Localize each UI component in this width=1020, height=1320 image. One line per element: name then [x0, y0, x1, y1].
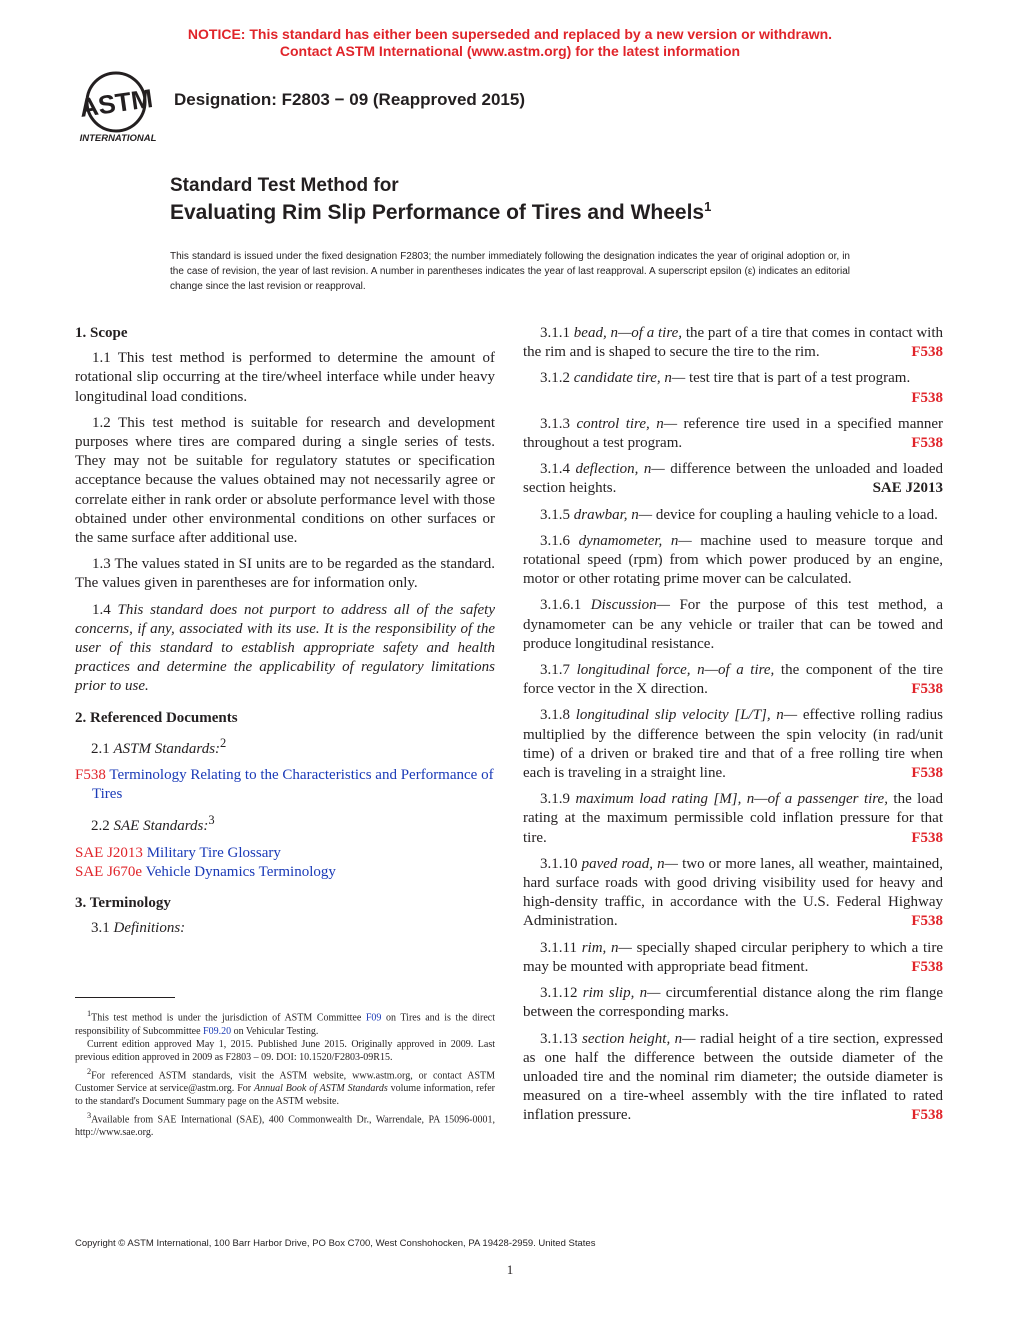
- footnote-rule: [75, 997, 175, 998]
- scope-para-1: 1.1 This test method is performed to determine the amount of rotational slip occurring at the tire/wheel interface while under heavy longitudinal load conditions.: [75, 350, 495, 405]
- definition-3-1-4: 3.1.4 deflection, n— difference between the unloaded and loaded section heights. SAE J2013: [523, 460, 943, 498]
- scope-para-2: 1.2 This test method is suitable for research and development purposes where tires are compared during a single series of tests. They may not be suitable for regulatory statutes or specification acceptance because the values obtained may not necessarily agree or correlate either in rank order or absolute performance level with those obtained under other environmental conditions on other surfaces or the same surface after additional use.: [75, 414, 495, 547]
- definition-term: deflection, n—: [575, 461, 665, 478]
- scope-para-3: 1.3 The values stated in SI units are to be regarded as the standard. The values given in parentheses are for information only.: [75, 556, 495, 592]
- definition-3-1-9: 3.1.9 maximum load rating [M], n—of a passenger tire, the load rating at the maximum permissible cold inflation pressure for that tire. F538: [523, 790, 943, 848]
- definitions-label: 3.1 Definitions:: [91, 920, 186, 937]
- committee-link[interactable]: F09: [365, 1012, 382, 1024]
- footnote-1-edition: Current edition approved May 1, 2015. Published June 2015. Originally approved in 2009. Last previous edition approved in 2009 as F2803 – 09. DOI: 10.1520/F2803-09R15.: [75, 1038, 495, 1064]
- definition-source: F538: [911, 435, 943, 452]
- definition-source: SAE J2013: [872, 480, 943, 497]
- ref-sae-j670e[interactable]: [75, 863, 495, 882]
- definition-term: dynamometer, n—: [578, 532, 692, 549]
- definition-term: Discussion—: [590, 597, 670, 614]
- definition-term: drawbar, n—: [573, 506, 653, 523]
- definition-3-1-8: 3.1.8 longitudinal slip velocity [L/T], n— effective rolling radius multiplied by the difference between the spin velocity (in rad/unit time) of a driven or braked tire and that of a free rolling tire when each is traveling in a straight line. F538: [523, 706, 943, 783]
- scope-para-4: 1.4 This standard does not purport to address all of the safety concerns, if any, associated with its use. It is the responsibility of the user of this standard to establish appropriate safety and health practices and determine the applicability of regulatory limitations prior to use.: [75, 601, 496, 695]
- definition-3-1-6: 3.1.6 dynamometer, n— machine used to measure torque and rotational speed (rpm) from which power produced by an engine, motor or other rotating prime mover can be calculated.: [523, 532, 943, 588]
- notice-line-2: Contact ASTM International (www.astm.org) for the latest information: [279, 43, 741, 59]
- section-heading-terminology: 3. Terminology: [75, 895, 171, 912]
- definition-source: F538: [911, 829, 943, 846]
- sae-standards-label: 2.2 SAE Standards:$^3$: [91, 813, 215, 835]
- title-line-2: Evaluating Rim Slip Performance of Tires and Wheels$^1$: [170, 199, 712, 224]
- definition-term: paved road, n—: [581, 855, 678, 872]
- page-number: 1: [506, 1262, 514, 1277]
- definition-3-1-11: 3.1.11 rim, n— specially shaped circular periphery to which a tire may be mounted with appropriate bead fitment. F538: [523, 939, 943, 977]
- definition-source: F538: [911, 344, 943, 361]
- title-line-1: Standard Test Method for: [170, 175, 399, 196]
- issue-note: This standard is issued under the fixed designation F2803; the number immediately following the designation indicates the year of original adoption or, in the case of revision, the year of last revision. A number in parentheses indicates the year of last reapproval. A superscript epsilon (ε) indicates an editorial change since the last revision or reapproval.: [170, 251, 850, 292]
- subcommittee-link[interactable]: F09.20: [203, 1025, 232, 1037]
- notice-line-1: NOTICE: This standard has either been superseded and replaced by a new version or withdrawn.: [187, 26, 833, 42]
- definition-term: rim, n—: [581, 939, 632, 956]
- definition-3-1-3: 3.1.3 control tire, n— reference tire used in a specified manner throughout a test program. F538: [523, 415, 943, 453]
- logo-text: ASTM: [77, 83, 155, 123]
- definition-source: F538: [911, 389, 943, 406]
- ref-title: Vehicle Dynamics Terminology: [145, 863, 336, 880]
- definition-source: F538: [911, 681, 943, 698]
- footnote-2: $^2$For referenced ASTM standards, visit the ASTM website, www.astm.org, or contact ASTM Customer Service at service@astm.org. For Annual Book of ASTM Standards volume information, refer to the standard's Document Summary page on the ASTM website.: [75, 1066, 496, 1108]
- definition-term: longitudinal slip velocity [L/T], n—: [575, 707, 798, 724]
- left-column: [75, 324, 495, 945]
- definition-3-1-10: 3.1.10 paved road, n— two or more lanes, all weather, maintained, hard surface roads with good driving visibility used for heavy and high-density traffic, in accordance with the U.S. Federal Highway Administration. F538: [523, 855, 943, 932]
- definition-source: F538: [911, 958, 943, 975]
- definition-term: maximum load rating [M], n—of a passenger tire,: [575, 791, 888, 808]
- definition-source: F538: [911, 913, 943, 930]
- title-footnote-ref: 1: [704, 199, 712, 214]
- definition-term: section height, n—: [581, 1030, 696, 1047]
- ref-code: SAE J2013: [75, 844, 143, 861]
- right-column: [523, 324, 943, 1133]
- definition-3-1-2: 3.1.2 candidate tire, n— test tire that is part of a test program. F538: [523, 369, 943, 407]
- logo-subtext: INTERNATIONAL: [79, 133, 157, 144]
- ref-code: F538: [75, 767, 106, 784]
- definition-term: control tire, n—: [576, 415, 678, 432]
- footnotes: [75, 1007, 495, 1140]
- definition-source: F538: [911, 1107, 943, 1124]
- definition-3-1-13: 3.1.13 section height, n— radial height of a tire section, expressed as one half the difference between the outside diameter of the unloaded tire and the nominal rim diameter; the outside diameter is measured on a tire-wheel assembly with the tire inflated to rated inflation pressure. F538: [523, 1030, 943, 1126]
- definition-3-1-5: 3.1.5 drawbar, n— device for coupling a hauling vehicle to a load.: [540, 506, 938, 523]
- ref-astm-f538[interactable]: [75, 766, 495, 804]
- copyright: Copyright © ASTM International, 100 Barr Harbor Drive, PO Box C700, West Conshohocken, PA 19428-2959. United States: [75, 1238, 596, 1249]
- definition-source: F538: [911, 765, 943, 782]
- designation: Designation: F2803 − 09 (Reapproved 2015): [174, 90, 525, 109]
- definition-3-1-1: 3.1.1 bead, n—of a tire, the part of a tire that comes in contact with the rim and is shaped to secure the tire to the rim. F538: [523, 324, 943, 362]
- footnote-3: $^3$Available from SAE International (SAE), 400 Commonwealth Dr., Warrendale, PA 15096-0001, http://www.sae.org.: [75, 1110, 495, 1139]
- definition-3-1-6-1: 3.1.6.1 Discussion— For the purpose of this test method, a dynamometer can be any vehicle or trailer that can be towed and produce longitudinal resistance.: [523, 597, 943, 652]
- definition-term: candidate tire, n—: [573, 370, 686, 387]
- definition-3-1-7: 3.1.7 longitudinal force, n—of a tire, the component of the tire force vector in the X direction. F538: [523, 661, 943, 699]
- footnote-1: $^1$This test method is under the jurisdiction of ASTM Committee F09 on Tires and is the direct responsibility of Subcommittee F09.20 on Vehicular Testing.: [75, 1009, 496, 1037]
- definition-term: longitudinal force, n—of a tire,: [576, 662, 775, 679]
- ref-title: Terminology Relating to the Characteristics and Performance of Tires: [92, 767, 494, 803]
- section-heading-refdocs: 2. Referenced Documents: [75, 709, 238, 726]
- ref-code: SAE J670e: [75, 863, 143, 880]
- definition-3-1-12: 3.1.12 rim slip, n— circumferential distance along the rim flange between the corresponding marks.: [523, 985, 943, 1021]
- astm-standards-label: 2.1 ASTM Standards:$^2$: [91, 735, 227, 757]
- astm-logo: [74, 70, 164, 146]
- ref-sae-j2013[interactable]: [75, 844, 495, 863]
- section-heading-scope: 1. Scope: [75, 325, 128, 341]
- ref-title: Military Tire Glossary: [146, 844, 281, 861]
- definition-term: rim slip, n—: [582, 985, 661, 1002]
- definition-term: bead, n—of a tire,: [573, 325, 683, 341]
